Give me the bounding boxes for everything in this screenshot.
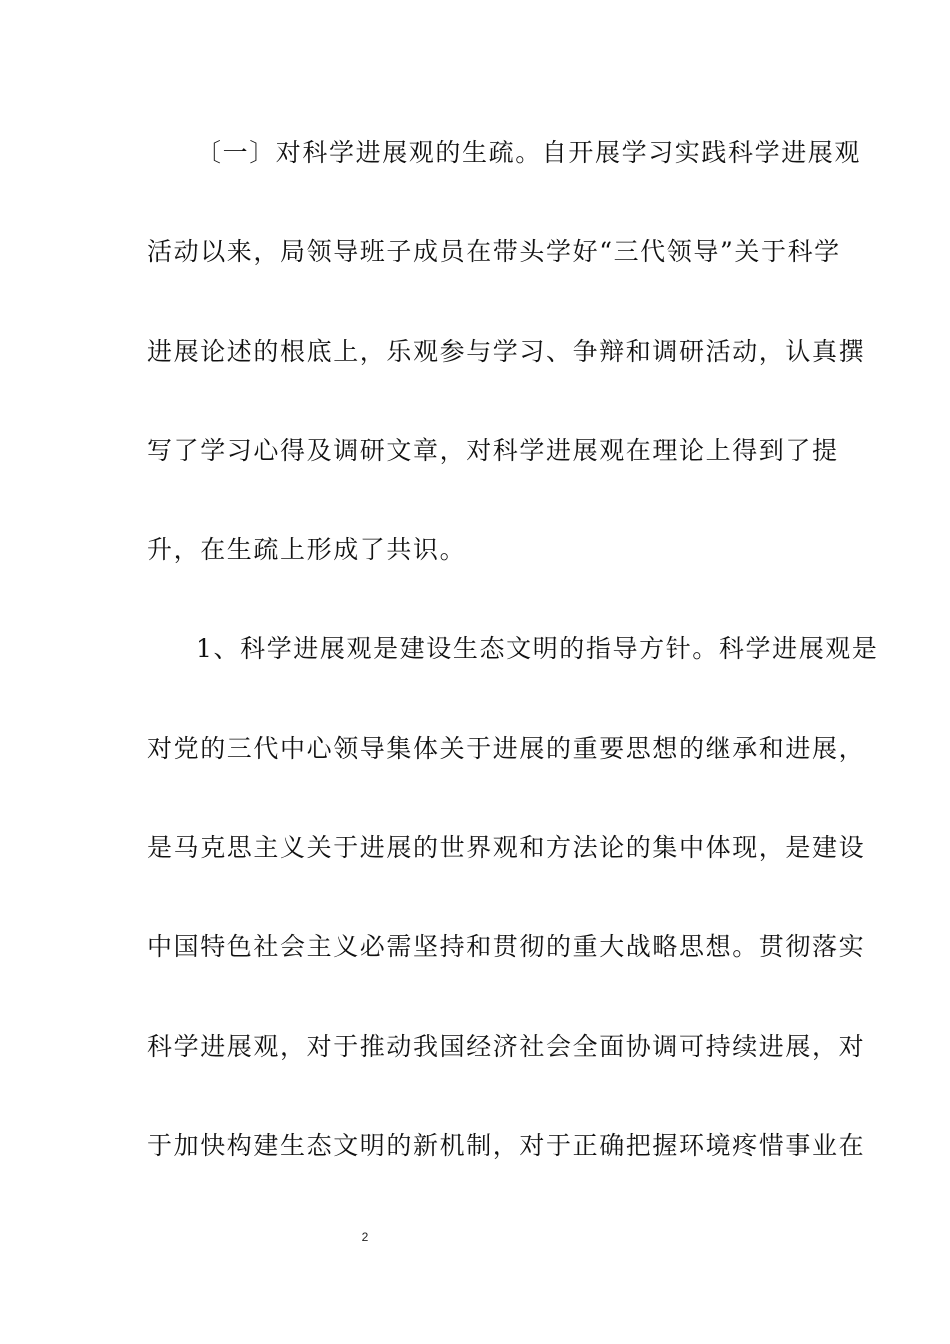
paragraph-1-line-4: 写了学习心得及调研文章，对科学进展观在理论上得到了提 xyxy=(147,436,839,465)
paragraph-2-line-1: 1、科学进展观是建设生态文明的指导方针。科学进展观是 xyxy=(196,634,879,663)
paragraph-2-line-3: 是马克思主义关于进展的世界观和方法论的集中体现，是建设 xyxy=(147,833,866,862)
paragraph-1-line-3: 进展论述的根底上，乐观参与学习、争辩和调研活动，认真撰 xyxy=(147,337,866,366)
paragraph-2-line-5: 科学进展观，对于推动我国经济社会全面协调可持续进展，对 xyxy=(147,1032,866,1061)
paragraph-1-line-5: 升，在生疏上形成了共识。 xyxy=(147,535,467,564)
paragraph-1-line-2: 活动以来，局领导班子成员在带头学好“三代领导”关于科学 xyxy=(147,237,841,266)
paragraph-2-line-2: 对党的三代中心领导集体关于进展的重要思想的继承和进展， xyxy=(147,734,866,763)
paragraph-1-line-1: 〔一〕对科学进展观的生疏。自开展学习实践科学进展观 xyxy=(196,138,862,167)
paragraph-2-line-6: 于加快构建生态文明的新机制，对于正确把握环境疼惜事业在 xyxy=(147,1131,866,1160)
paragraph-2-line-4: 中国特色社会主义必需坚持和贯彻的重大战略思想。贯彻落实 xyxy=(147,932,866,961)
page-number: 2 xyxy=(361,1230,369,1244)
